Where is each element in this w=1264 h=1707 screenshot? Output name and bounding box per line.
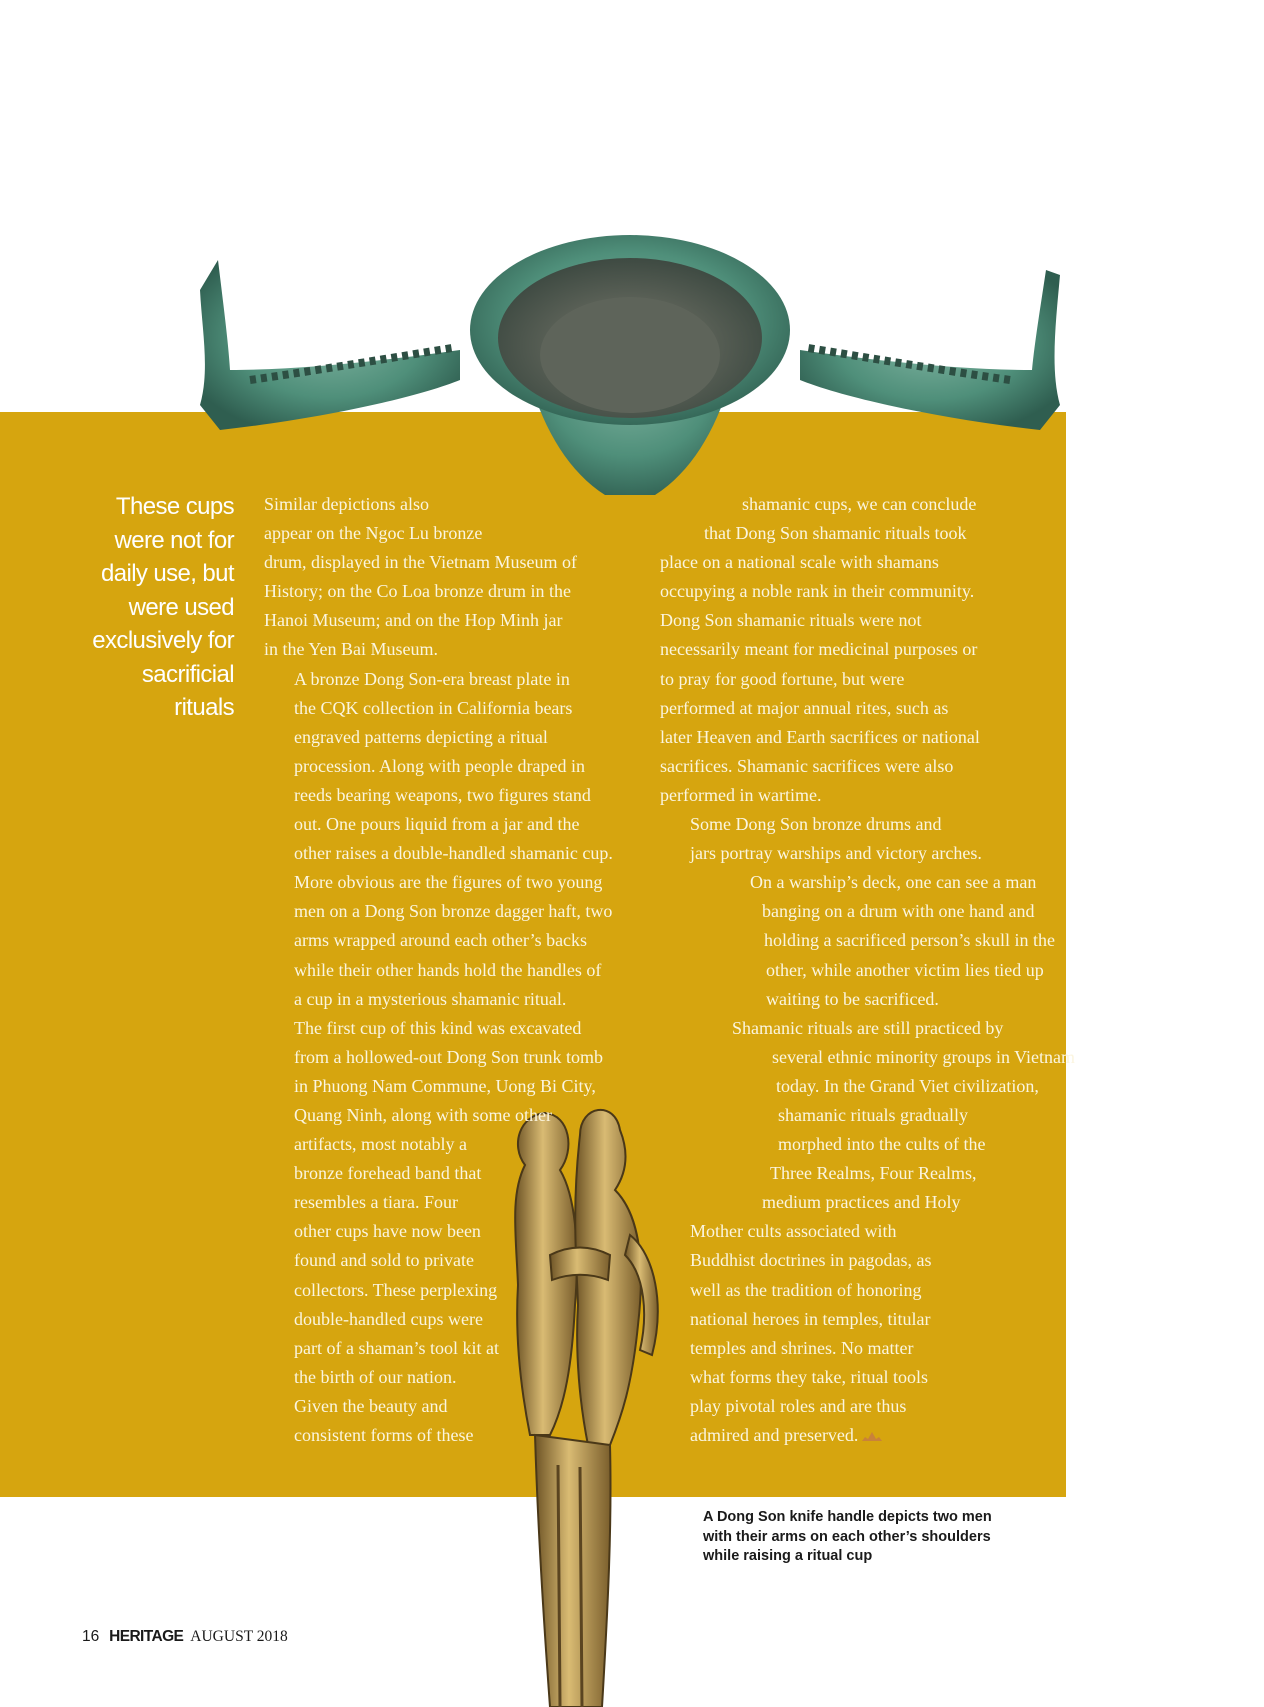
text-line: collectors. These perplexing — [294, 1279, 498, 1300]
knife-haft — [535, 1435, 611, 1707]
paragraph — [660, 1014, 1076, 1450]
text-line: in the Yen Bai Museum. — [264, 639, 439, 660]
magazine-name: HERITAGE — [109, 1628, 184, 1645]
text-line: reeds bearing weapons, two figures stand — [294, 784, 591, 805]
text-line: found and sold to private — [294, 1250, 474, 1271]
text-line: History; on the Co Loa bronze drum in the — [264, 581, 571, 602]
text-line: drum, displayed in the Vietnam Museum of — [264, 552, 578, 573]
end-mark-icon — [861, 1430, 883, 1442]
text-line: several ethnic minority groups in Vietnam — [772, 1046, 1076, 1067]
text-line: Quang Ninh, along with some other — [294, 1104, 552, 1125]
text-line: the birth of our nation. — [294, 1366, 457, 1387]
paragraph — [660, 490, 1030, 810]
text-line: temples and shrines. No matter — [690, 1337, 914, 1358]
text-line: other raises a double-handled shamanic cup. — [294, 843, 613, 864]
text-line: consistent forms of these — [294, 1425, 474, 1445]
text-line: holding a sacrificed person’s skull in the — [764, 930, 1055, 951]
body-column-left — [264, 490, 634, 1450]
page-number: 16 — [82, 1628, 100, 1645]
text-line: while their other hands hold the handles of — [294, 959, 602, 980]
pull-quote-line: daily use, but — [100, 560, 234, 587]
bronze-cup-photo — [190, 230, 1070, 530]
text-line: sacrifices. Shamanic sacrifices were also — [660, 755, 954, 776]
paragraph — [264, 665, 634, 1014]
cup-right-handle — [800, 270, 1060, 430]
page-footer — [82, 1628, 288, 1646]
text-line: national heroes in temples, titular — [690, 1308, 931, 1329]
text-line: arms wrapped around each other’s backs — [294, 930, 588, 951]
text-line: A bronze Dong Son-era breast plate in — [294, 668, 570, 689]
caption-line: with their arms on each other’s shoulders — [703, 1528, 991, 1545]
text-line: a cup in a mysterious shamanic ritual. — [294, 988, 567, 1009]
text-line: On a warship’s deck, one can see a man — [750, 872, 1037, 893]
cup-left-handle — [200, 260, 460, 430]
text-line: Dong Son shamanic rituals were not — [660, 610, 922, 631]
text-line: from a hollowed-out Dong Son trunk tomb — [294, 1046, 603, 1067]
text-line: engraved patterns depicting a ritual — [294, 726, 548, 747]
text-line: admired and preserved. — [660, 1421, 1030, 1450]
pull-quote-line: rituals — [174, 694, 234, 721]
paragraph — [660, 810, 1055, 1014]
text-line: Buddhist doctrines in pagodas, as — [690, 1250, 932, 1271]
pull-quote — [50, 490, 234, 725]
pull-quote-line: exclusively for — [92, 627, 234, 654]
caption-line: while raising a ritual cup — [703, 1548, 873, 1564]
text-line: Similar depictions also — [264, 494, 429, 514]
body-column-right — [660, 490, 1076, 1450]
issue-date: AUGUST 2018 — [190, 1628, 288, 1645]
text-line: resembles a tiara. Four — [294, 1192, 458, 1213]
caption-line: A Dong Son knife handle depicts two men — [703, 1509, 992, 1525]
paragraph — [264, 490, 634, 665]
text-line: that Dong Son shamanic rituals took — [704, 523, 967, 544]
text-line: procession. Along with people draped in — [294, 755, 585, 776]
text-line: other, while another victim lies tied up — [766, 959, 1044, 980]
pull-quote-line: These cups — [115, 493, 234, 520]
text-line: out. One pours liquid from a jar and the — [294, 814, 580, 835]
text-line: the CQK collection in California bears — [294, 697, 573, 718]
pull-quote-line: were not for — [114, 526, 234, 554]
text-line: appear on the Ngoc Lu bronze — [264, 523, 483, 544]
text-line: Hanoi Museum; and on the Hop Minh jar — [264, 610, 563, 631]
pull-quote-line: sacrificial — [141, 660, 234, 688]
text-line: performed at major annual rites, such as — [660, 697, 949, 718]
text-line: Shamanic rituals are still practiced by — [732, 1017, 1004, 1038]
text-line: shamanic rituals gradually — [778, 1104, 968, 1125]
text-line: waiting to be sacrificed. — [766, 988, 939, 1009]
text-line: More obvious are the figures of two young — [294, 872, 603, 893]
text-line: Mother cults associated with — [690, 1221, 897, 1242]
text-line: artifacts, most notably a — [294, 1134, 467, 1155]
photo-caption — [703, 1508, 1033, 1567]
pull-quote-line: were used — [128, 593, 234, 621]
text-line: double-handled cups were — [294, 1308, 483, 1329]
text-line: today. In the Grand Viet civilization, — [776, 1075, 1039, 1096]
cup-bowl — [470, 235, 790, 495]
text-line: later Heaven and Earth sacrifices or national — [660, 726, 980, 747]
text-line: other cups have now been — [294, 1221, 481, 1242]
text-line: morphed into the cults of the — [778, 1134, 986, 1155]
text-line: jars portray warships and victory arches. — [690, 843, 982, 864]
text-line: part of a shaman’s tool kit at — [294, 1337, 499, 1358]
text-line: shamanic cups, we can conclude — [742, 494, 977, 514]
text-line: what forms they take, ritual tools — [690, 1366, 928, 1387]
paragraph — [264, 1392, 634, 1450]
text-line: bronze forehead band that — [294, 1163, 482, 1184]
text-line: well as the tradition of honoring — [690, 1279, 922, 1300]
text-line: necessarily meant for medicinal purposes or — [660, 639, 978, 660]
text-line: banging on a drum with one hand and — [762, 901, 1035, 922]
text-line: Some Dong Son bronze drums and — [690, 814, 942, 835]
text-line: men on a Dong Son bronze dagger haft, two — [294, 901, 613, 922]
paragraph — [264, 1014, 634, 1392]
text-line: place on a national scale with shamans — [660, 552, 939, 573]
text-line: play pivotal roles and are thus — [690, 1395, 907, 1416]
text-line: The first cup of this kind was excavated — [294, 1017, 582, 1038]
text-line: in Phuong Nam Commune, Uong Bi City, — [294, 1075, 596, 1096]
text-line: Three Realms, Four Realms, — [770, 1163, 977, 1184]
text-line: Given the beauty and — [294, 1395, 448, 1416]
text-line: occupying a noble rank in their community. — [660, 581, 975, 602]
text-line: medium practices and Holy — [762, 1192, 961, 1213]
text-line: performed in wartime. — [660, 784, 822, 805]
text-line: to pray for good fortune, but were — [660, 668, 905, 689]
